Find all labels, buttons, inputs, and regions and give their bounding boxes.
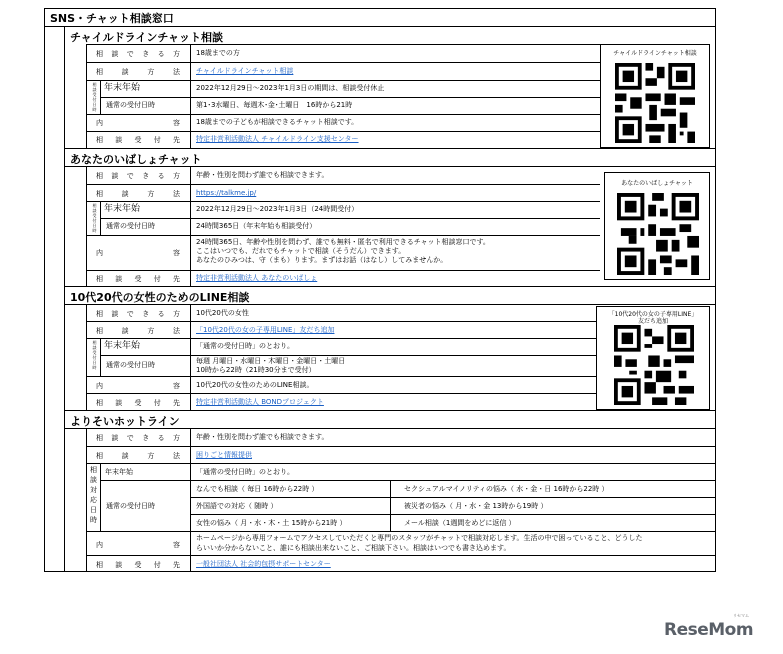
qr-card bbox=[604, 172, 710, 280]
label-normal: 通常の受付日時 bbox=[106, 222, 155, 230]
section-line bbox=[44, 26, 716, 27]
value-who: 10代20代の女性 bbox=[196, 309, 249, 317]
value-year-end: 2022年12月29日～2023年1月3日（24時間受付） bbox=[196, 205, 359, 213]
schedule-cell: 女性の悩み（ 月・水・木・土 15時から21時 ） bbox=[196, 519, 347, 527]
label-provider: 相談受付先 bbox=[96, 275, 182, 283]
row-line bbox=[86, 44, 600, 45]
value-normal-line: 毎週 月曜日・水曜日・木曜日・金曜日・土曜日 bbox=[196, 357, 346, 365]
row-line bbox=[86, 338, 596, 339]
link-provider[interactable]: 特定非営利活動法人 あなたのいばしょ bbox=[196, 274, 318, 282]
label-who: 相談できる方 bbox=[96, 172, 182, 180]
link-provider[interactable]: 一般社団法人 社会的包摂サポートセンター bbox=[196, 560, 331, 568]
row-line bbox=[86, 376, 596, 377]
row-line bbox=[86, 235, 600, 236]
section-line bbox=[64, 286, 716, 287]
value-who: 年齢・性別を問わず誰でも相談できます。 bbox=[196, 433, 329, 441]
gutter-line bbox=[86, 44, 87, 148]
schedule-cell: なんでも相談（ 毎日 16時から22時 ） bbox=[196, 485, 319, 493]
label-year-end: 年末年始 bbox=[104, 83, 141, 93]
sub-divider bbox=[100, 80, 101, 114]
link-how[interactable]: チャイルドラインチャット相談 bbox=[196, 67, 294, 75]
section-line bbox=[64, 410, 716, 411]
label-who: 相談できる方 bbox=[96, 434, 182, 442]
section-title: 10代20代の女性のためのLINE相談 bbox=[70, 291, 250, 304]
label-period: 相談受付日時 bbox=[92, 82, 97, 112]
value-content: 18歳までの子どもが相談できるチャット相談です。 bbox=[196, 118, 359, 126]
label-provider: 相談受付先 bbox=[96, 561, 182, 569]
row-line bbox=[86, 463, 716, 464]
value-content-line: ホームページから専用フォームでアクセスしていただくと専門のスタッフがチャットで相談対応します。生活の中で困っていること、どうした bbox=[196, 534, 643, 542]
label-provider: 相談受付先 bbox=[96, 136, 182, 144]
value-content-line: 24時間365日、年齢や性別を問わず、誰でも無料・匿名で利用できるチャット相談窓口です。 bbox=[196, 238, 490, 246]
link-how[interactable]: https://talkme.jp/ bbox=[196, 189, 257, 197]
label-who: 相談できる方 bbox=[96, 50, 182, 58]
label-who: 相談できる方 bbox=[96, 310, 182, 318]
label-how: 相談方法 bbox=[96, 190, 182, 198]
label-content: 内容 bbox=[96, 249, 182, 257]
column-divider bbox=[190, 44, 191, 148]
value-who: 年齢・性別を問わず誰でも相談できます。 bbox=[196, 171, 329, 179]
row-line bbox=[101, 355, 596, 356]
row-line bbox=[86, 201, 600, 202]
value-normal-line: 10時から22時（21時30分まで受付） bbox=[196, 366, 316, 374]
label-period: 相談受付日時 bbox=[92, 340, 97, 370]
sub-divider bbox=[100, 201, 101, 235]
schedule-cell: セクシュアルマイノリティの悩み（ 水・金・日 16時から22時 ） bbox=[404, 485, 609, 493]
value-content-line: あなたのひみつは、守（まも）ります。まずはお話（はなし）してみませんか。 bbox=[196, 256, 448, 264]
gutter-line bbox=[86, 304, 87, 410]
label-content: 内容 bbox=[96, 119, 182, 127]
value-content: 10代20代の女性のためのLINE相談。 bbox=[196, 381, 314, 389]
value-normal: 24時間365日（年末年始も相談受付） bbox=[196, 222, 317, 230]
qr-caption-line: 友だち追加 bbox=[637, 318, 668, 325]
qr-code-icon[interactable] bbox=[613, 63, 697, 143]
value-content-line: ここはいつでも、だれでもチャットで相談（そうだん）できます。 bbox=[196, 247, 406, 255]
value-content-line: らいいか分からないこと、誰にも相談出来ないこと、ご相談下さい。相談はいつでも書き込めます。 bbox=[196, 544, 511, 552]
value-year-end: 「通常の受付日時」のとおり。 bbox=[196, 342, 294, 350]
row-line bbox=[86, 555, 716, 556]
sub-divider bbox=[100, 463, 101, 531]
value-year-end: 「通常の受付日時」のとおり。 bbox=[196, 468, 294, 476]
row-line bbox=[190, 514, 716, 515]
row-line bbox=[101, 218, 600, 219]
qr-card bbox=[596, 306, 710, 410]
link-provider[interactable]: 特定非営利活動法人 チャイルドライン支援センター bbox=[196, 135, 359, 143]
row-line bbox=[86, 321, 596, 322]
row-line bbox=[101, 480, 716, 481]
row-line bbox=[86, 114, 600, 115]
row-line bbox=[190, 497, 716, 498]
qr-caption: あなたのいばしょチャット bbox=[621, 180, 693, 187]
page-title: SNS・チャット相談窓口 bbox=[50, 12, 174, 25]
link-how[interactable]: 困りごと情報提供 bbox=[196, 451, 252, 459]
label-how: 相談方法 bbox=[96, 452, 182, 460]
value-year-end: 2022年12月29日～2023年1月3日の期間は、相談受付休止 bbox=[196, 84, 385, 92]
link-how[interactable]: 「10代20代の女の子専用LINE」友だち追加 bbox=[196, 326, 335, 334]
row-line bbox=[86, 393, 596, 394]
row-line bbox=[86, 80, 600, 81]
label-how: 相談方法 bbox=[96, 68, 182, 76]
label-normal: 通常の受付日時 bbox=[106, 101, 155, 109]
label-normal: 通常の受付日時 bbox=[106, 502, 155, 510]
row-line bbox=[86, 62, 600, 63]
row-line bbox=[86, 131, 600, 132]
label-normal: 通常の受付日時 bbox=[106, 361, 155, 369]
qr-code-icon[interactable] bbox=[613, 325, 695, 405]
section-title: チャイルドラインチャット相談 bbox=[70, 31, 224, 44]
schedule-cell: 外国語での対応（ 随時 ） bbox=[196, 502, 278, 510]
label-year-end: 年末年始 bbox=[104, 341, 141, 351]
logo-subtext: リセマム bbox=[733, 613, 749, 618]
qr-card bbox=[600, 44, 710, 148]
label-how: 相談方法 bbox=[96, 327, 182, 335]
label-year-end: 年末年始 bbox=[104, 204, 141, 214]
sub-divider bbox=[100, 338, 101, 376]
label-content: 内容 bbox=[96, 541, 182, 549]
gutter-line bbox=[86, 428, 87, 572]
value-who: 18歳までの方 bbox=[196, 49, 240, 57]
section-title: あなたのいばしょチャット bbox=[70, 153, 202, 166]
row-line bbox=[101, 97, 600, 98]
value-normal: 第1･3水曜日、毎週木･金･土曜日 16時から21時 bbox=[196, 101, 353, 109]
schedule-cell: 被災者の悩み（ 月・水・金 13時から19時 ） bbox=[404, 502, 548, 510]
qr-caption-line: 「10代20代の女の子専用LINE」 bbox=[608, 311, 698, 318]
gutter-line bbox=[64, 26, 65, 572]
row-line bbox=[86, 446, 716, 447]
qr-caption: チャイルドラインチャット相談 bbox=[613, 50, 697, 57]
qr-code-icon[interactable] bbox=[615, 193, 701, 275]
section-title: よりそいホットライン bbox=[70, 415, 180, 428]
row-line bbox=[86, 184, 600, 185]
sub-divider bbox=[390, 480, 391, 531]
section-line bbox=[64, 148, 716, 149]
resemom-logo[interactable]: ReseMom bbox=[664, 620, 754, 640]
row-line bbox=[86, 270, 600, 271]
column-divider bbox=[190, 428, 191, 572]
label-provider: 相談受付先 bbox=[96, 399, 182, 407]
column-divider bbox=[190, 304, 191, 410]
schedule-cell: メール相談（1週間をめどに返信 ） bbox=[404, 519, 516, 527]
label-period: 相談受付日時 bbox=[92, 203, 97, 233]
label-year-end: 年末年始 bbox=[105, 468, 133, 476]
label-period-vertical: 相談対応日時 bbox=[90, 466, 97, 524]
label-content: 内容 bbox=[96, 382, 182, 390]
link-provider[interactable]: 特定非営利活動法人 BONDプロジェクト bbox=[196, 398, 324, 406]
row-line bbox=[86, 531, 716, 532]
